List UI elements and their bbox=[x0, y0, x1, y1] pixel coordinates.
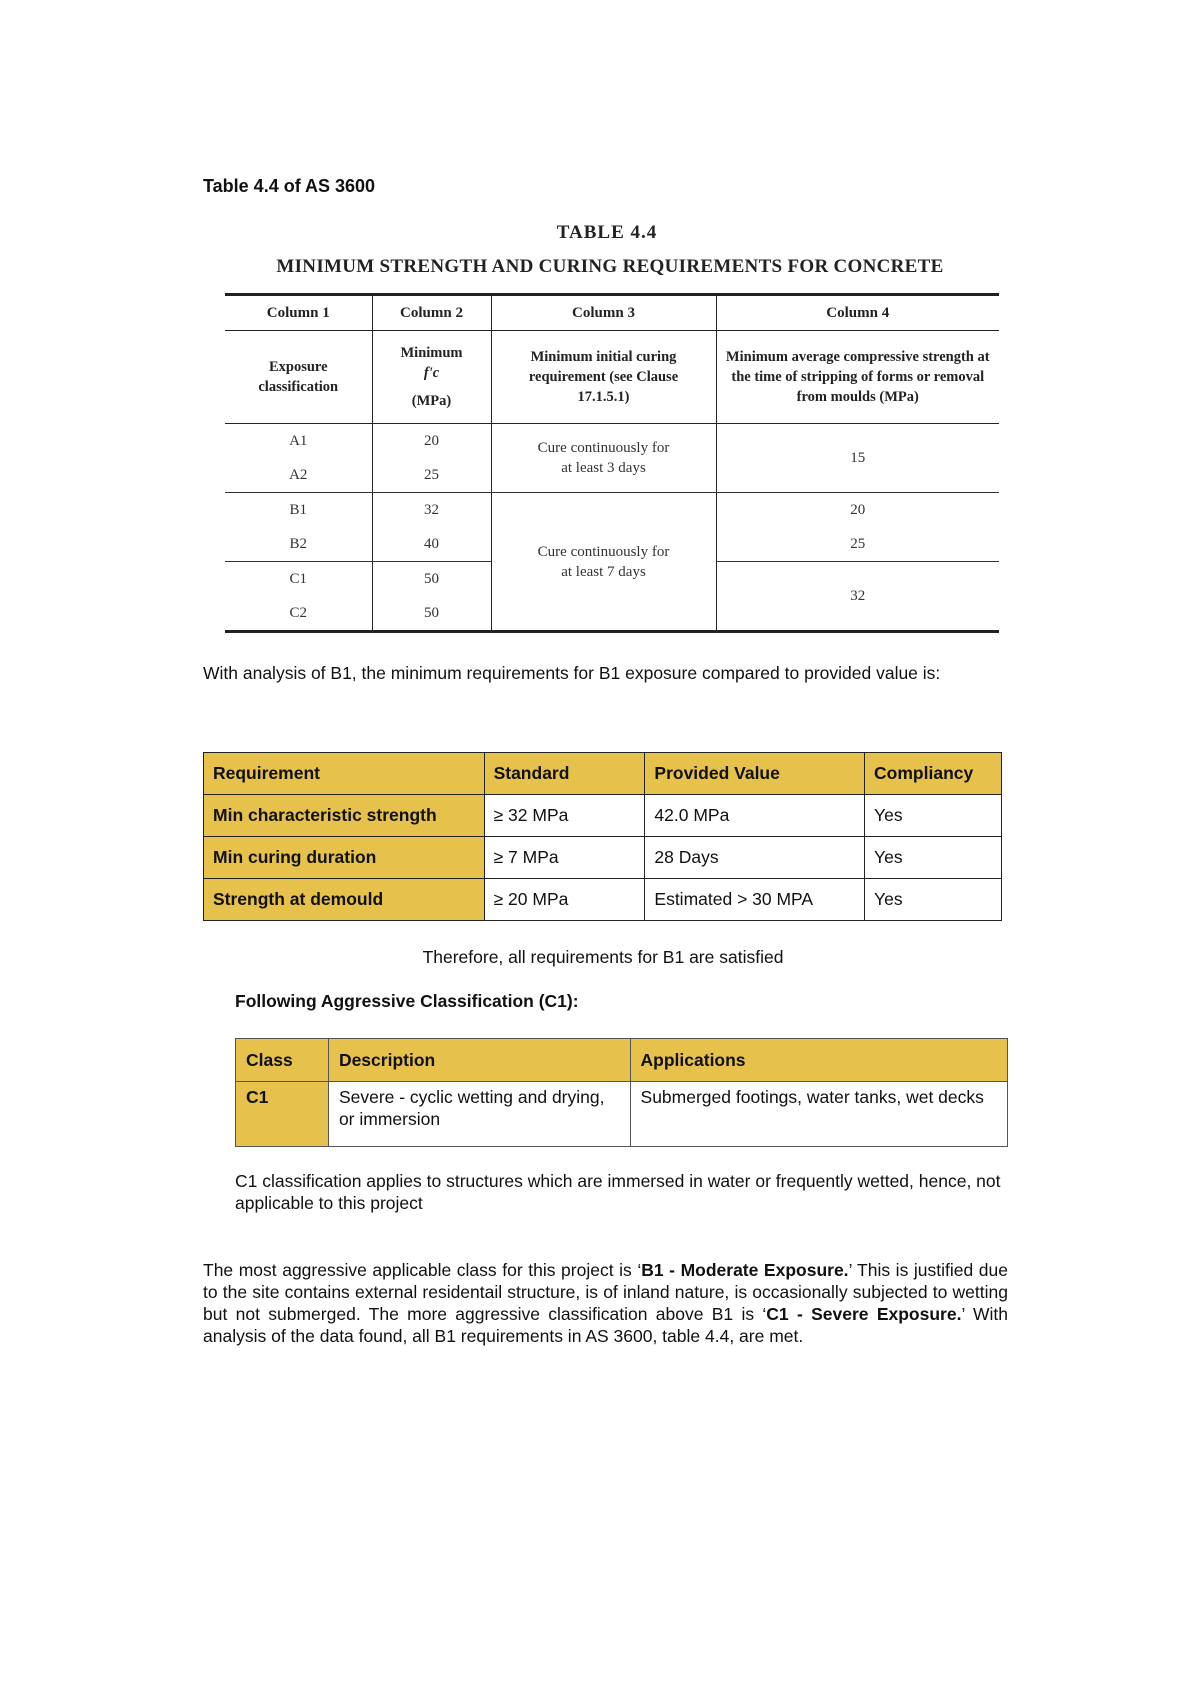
stripping-strength-cell: 25 bbox=[716, 527, 999, 562]
column-description: Exposure classification bbox=[225, 331, 372, 424]
fc-cell: 40 bbox=[372, 527, 491, 562]
fc-cell: 20 bbox=[372, 424, 491, 459]
standard-table-title: MINIMUM STRENGTH AND CURING REQUIREMENTS FOR CONCRETE bbox=[276, 256, 944, 277]
stripping-strength-cell: 15 bbox=[716, 424, 999, 493]
compliancy-cell: Yes bbox=[865, 837, 1002, 879]
stripping-strength-cell: 20 bbox=[716, 493, 999, 528]
classification-header: Applications bbox=[630, 1039, 1007, 1082]
exposure-cell: C2 bbox=[225, 596, 372, 632]
column-label: Column 2 bbox=[372, 295, 491, 331]
standard-cell: ≥ 20 MPa bbox=[484, 879, 645, 921]
column-label: Column 1 bbox=[225, 295, 372, 331]
document-caption: Table 4.4 of AS 3600 bbox=[203, 176, 376, 196]
requirement-cell: Min characteristic strength bbox=[204, 795, 485, 837]
intro-paragraph: With analysis of B1, the minimum requirements for B1 exposure compared to provided value is: bbox=[203, 663, 941, 683]
requirement-cell: Min curing duration bbox=[204, 837, 485, 879]
provided-cell: 42.0 MPa bbox=[645, 795, 865, 837]
requirements-header: Provided Value bbox=[645, 753, 865, 795]
standard-cell: ≥ 7 MPa bbox=[484, 837, 645, 879]
fc-symbol: f'c bbox=[423, 365, 440, 381]
standard-table-number: TABLE 4.4 bbox=[556, 222, 658, 243]
table-row bbox=[204, 879, 1002, 921]
fc-cell: 50 bbox=[372, 596, 491, 632]
fc-cell: 50 bbox=[372, 562, 491, 597]
exposure-cell: A2 bbox=[225, 458, 372, 493]
c1-class-text: C1 - Severe Exposure. bbox=[766, 1304, 962, 1324]
c1-note: C1 classification applies to structures which are immersed in water or frequently wetted, hence, not applicable to this project bbox=[235, 1171, 1001, 1213]
conclusion-paragraph: The most aggressive applicable class for this project is ‘B1 - Moderate Exposure.’ This is justified due to the site contains external residentail structure, is of inland nature, is occasionally subjected to wetting but not submerged. The more aggressive classification above B1 is ‘C1 - Severe Exposure.’ With analysis of the data found, all B1 requirements in AS 3600, table 4.4, are met. bbox=[203, 1260, 1008, 1346]
column-label: Column 3 bbox=[491, 295, 716, 331]
requirement-cell: Strength at demould bbox=[204, 879, 485, 921]
standard-table bbox=[225, 293, 999, 633]
table-row bbox=[204, 795, 1002, 837]
table-row bbox=[236, 1082, 1008, 1147]
standard-cell: ≥ 32 MPa bbox=[484, 795, 645, 837]
class-cell: C1 bbox=[236, 1082, 329, 1147]
exposure-cell: C1 bbox=[289, 570, 307, 587]
fc-cell: 32 bbox=[372, 493, 491, 528]
provided-cell: Estimated > 30 MPA bbox=[645, 879, 865, 921]
therefore-text: Therefore, all requirements for B1 are satisfied bbox=[422, 947, 784, 967]
requirements-header: Compliancy bbox=[865, 753, 1002, 795]
compliancy-cell: Yes bbox=[865, 879, 1002, 921]
classification-header: Class bbox=[236, 1039, 329, 1082]
requirements-header: Requirement bbox=[204, 753, 485, 795]
exposure-cell: B2 bbox=[225, 527, 372, 562]
exposure-cell: A1 bbox=[289, 432, 308, 449]
description-cell: Severe - cyclic wetting and drying, or immersion bbox=[328, 1082, 630, 1147]
requirements-table bbox=[203, 752, 1002, 921]
column-description: Minimum initial curing requirement (see Clause 17.1.5.1) bbox=[491, 331, 716, 424]
stripping-strength-cell: 32 bbox=[716, 562, 999, 632]
column-description: Minimum average compressive strength at the time of stripping of forms or removal from moulds (MPa) bbox=[716, 331, 999, 424]
classification-header: Description bbox=[328, 1039, 630, 1082]
curing-cell: Cure continuously for at least 3 days bbox=[491, 424, 716, 493]
classification-table bbox=[235, 1038, 1008, 1147]
fc-cell: 25 bbox=[372, 458, 491, 493]
column-description: Minimum f'c (MPa) bbox=[372, 331, 491, 424]
provided-cell: 28 Days bbox=[645, 837, 865, 879]
curing-cell: Cure continuously for at least 7 days bbox=[491, 493, 716, 632]
b1-class-text: B1 - Moderate Exposure. bbox=[641, 1260, 849, 1280]
compliancy-cell: Yes bbox=[865, 795, 1002, 837]
column-label: Column 4 bbox=[716, 295, 999, 331]
requirements-header: Standard bbox=[484, 753, 645, 795]
exposure-cell: B1 bbox=[289, 501, 307, 518]
aggressive-heading: Following Aggressive Classification (C1): bbox=[235, 991, 579, 1011]
applications-cell: Submerged footings, water tanks, wet decks bbox=[630, 1082, 1007, 1147]
table-row bbox=[204, 837, 1002, 879]
